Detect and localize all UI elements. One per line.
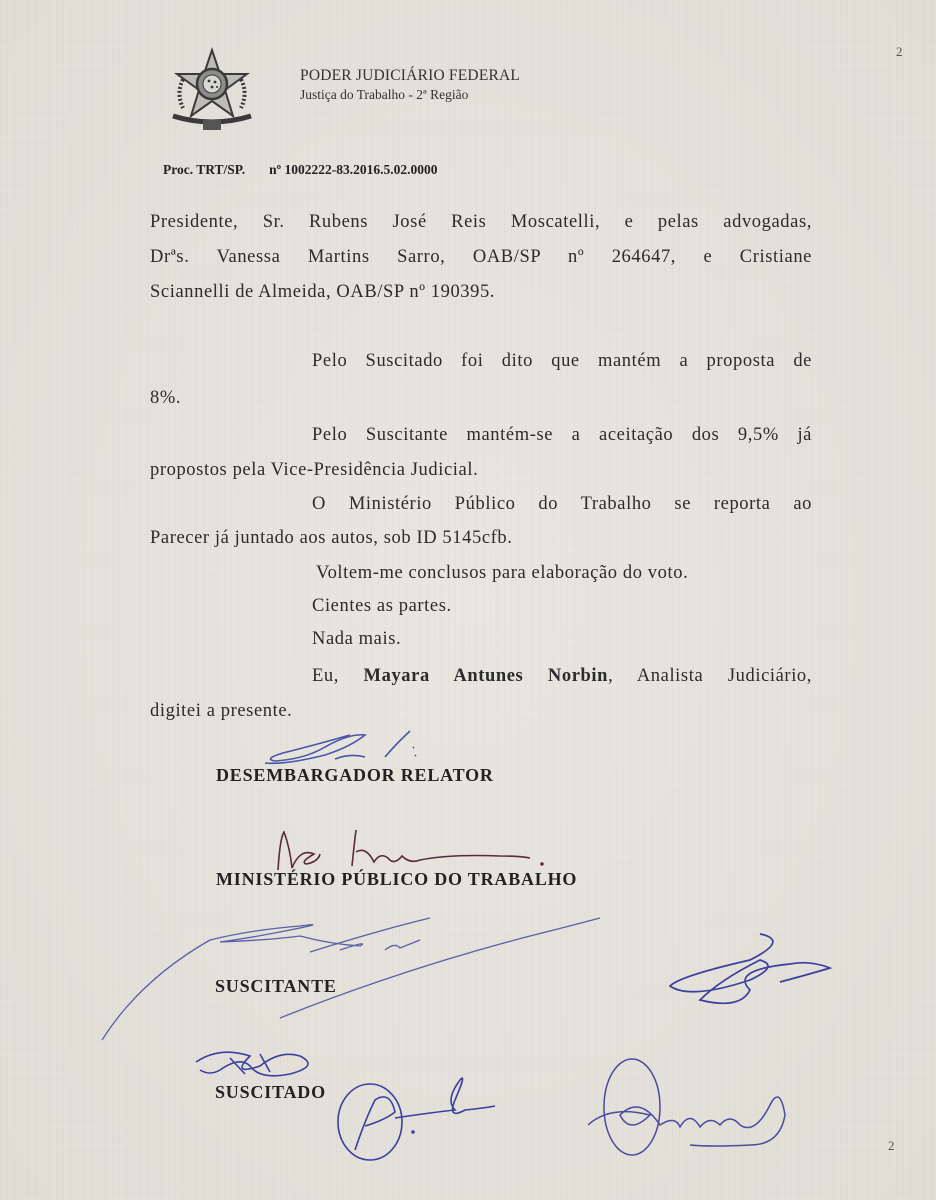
paragraph-line: Nada mais. xyxy=(312,629,402,649)
relator-signature xyxy=(255,725,435,770)
ministerio-label: MINISTÉRIO PÚBLICO DO TRABALHO xyxy=(216,869,578,889)
paragraph-line: Presidente, Sr. Rubens José Reis Moscatelli, e pelas advogadas, xyxy=(150,212,812,232)
process-line xyxy=(163,162,438,178)
paragraph-line: digitei a presente. xyxy=(150,701,293,721)
suscitante-label: SUSCITANTE xyxy=(215,976,337,996)
paragraph-line: Drªs. Vanessa Martins Sarro, OAB/SP nº 264647, e Cristiane xyxy=(150,247,812,267)
paragraph-line: Cientes as partes. xyxy=(312,596,452,616)
paragraph-line: Sciannelli de Almeida, OAB/SP nº 190395. xyxy=(150,282,496,302)
process-number: nº 1002222-83.2016.5.02.0000 xyxy=(269,162,438,177)
author-name: Mayara Antunes Norbin xyxy=(363,666,609,686)
paragraph-line xyxy=(150,657,812,695)
coat-of-arms-icon xyxy=(165,46,259,134)
header-title: PODER JUDICIÁRIO FEDERAL xyxy=(300,67,521,84)
ministerio-signature xyxy=(270,828,550,874)
paragraph-line: propostos pela Vice-Presidência Judicial. xyxy=(150,460,479,480)
paragraph-line: Pelo Suscitante mantém-se a aceitação dos 9,5% já xyxy=(312,425,812,445)
paragraph-line: O Ministério Público do Trabalho se reporta ao xyxy=(312,494,812,514)
text-fragment: , Analista Judiciário, xyxy=(608,666,813,686)
page-number-top: 2 xyxy=(896,44,903,59)
relator-label: DESEMBARGADOR RELATOR xyxy=(216,765,494,785)
suscitado-second-signature xyxy=(335,1060,505,1165)
paragraph-line: Parecer já juntado aos autos, sob ID 5145cfb. xyxy=(150,528,513,548)
suscitante-signature xyxy=(100,900,720,1050)
header-subtitle: Justiça do Trabalho - 2ª Região xyxy=(300,87,469,102)
suscitante-second-signature xyxy=(640,930,840,1010)
paragraph-line: 8%. xyxy=(150,388,182,408)
process-label: Proc. TRT/SP. xyxy=(163,162,246,177)
paragraph-line: Voltem-me conclusos para elaboração do voto. xyxy=(316,563,689,583)
suscitado-third-signature xyxy=(580,1055,800,1165)
paragraph-line: Pelo Suscitado foi dito que mantém a proposta de xyxy=(312,351,812,371)
text-fragment: Eu, xyxy=(312,666,364,686)
page-number-bottom: 2 xyxy=(888,1138,895,1153)
suscitado-signature xyxy=(190,1036,330,1086)
suscitado-label: SUSCITADO xyxy=(215,1082,326,1102)
